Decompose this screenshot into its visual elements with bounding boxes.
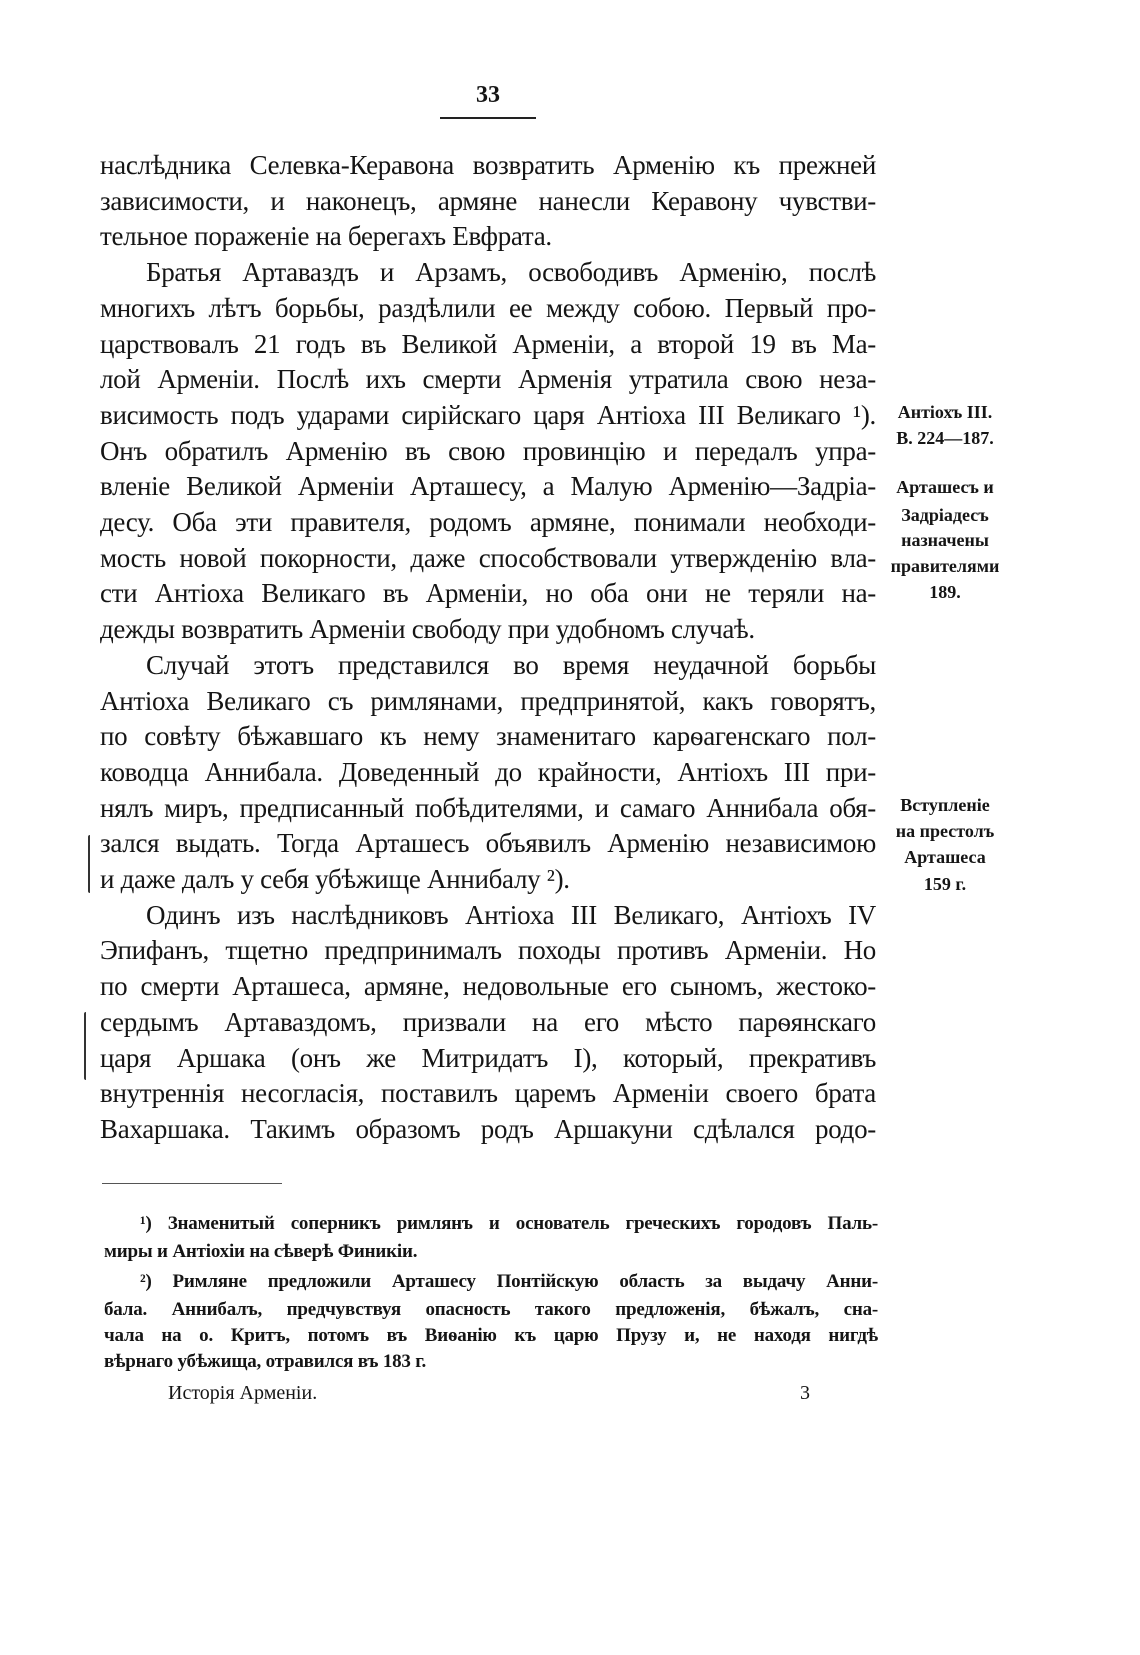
margin-note-line: Арташесъ и bbox=[896, 477, 994, 497]
body-line: десу. Оба эти правителя, родомъ армяне, понимали необходи- bbox=[100, 507, 876, 537]
margin-note-line: Вступленіе bbox=[900, 795, 990, 815]
margin-note-line: 159 г. bbox=[923, 874, 967, 894]
footnote-line: бала. Аннибалъ, предчувствуя опасность такого предложенія, бѣжалъ, сна- bbox=[104, 1299, 878, 1320]
margin-bracket bbox=[88, 835, 90, 893]
body-line: Онъ обратилъ Арменію въ свою провинцію и передалъ упра- bbox=[100, 435, 876, 466]
body-line: тельное пораженіе на берегахъ Евфрата. bbox=[100, 221, 552, 252]
body-line: царя Аршака (онъ же Митридатъ I), который, прекративъ bbox=[100, 1042, 876, 1073]
footnote-line: ²) Римляне предложили Арташесу Понтійскую область за выдачу Анни- bbox=[140, 1271, 878, 1292]
body-line: Случай этотъ представился во время неудачной борьбы bbox=[146, 649, 876, 680]
margin-note-line: правителями bbox=[890, 556, 1000, 576]
body-line: царствовалъ 21 годъ въ Великой Арменіи, а второй 19 въ Ма- bbox=[100, 328, 876, 359]
body-line: внутреннія несогласія, поставилъ царемъ Арменіи своего брата bbox=[100, 1078, 876, 1109]
body-line: Антіоха Великаго съ римлянами, предпринятой, какъ говорятъ, bbox=[100, 685, 876, 716]
page-number-rule bbox=[440, 117, 536, 119]
body-line: сти Антіоха Великаго въ Арменіи, но оба они не теряли на- bbox=[100, 578, 876, 609]
body-line: вленіе Великой Арменіи Арташесу, а Малую Арменію—Задріа- bbox=[100, 471, 876, 502]
body-line: Одинъ изъ наслѣдниковъ Антіоха III Великаго, Антіохъ IV bbox=[146, 899, 876, 930]
body-line: по совѣту бѣжавшаго къ нему знаменитаго карѳагенскаго пол- bbox=[100, 721, 876, 752]
footnote-line: вѣрнаго убѣжища, отравился въ 183 г. bbox=[104, 1351, 427, 1372]
footer-book-title: Исторія Арменіи. bbox=[168, 1382, 318, 1404]
body-line: висимость подъ ударами сирійскаго царя Антіоха III Великаго ¹). bbox=[100, 399, 876, 430]
margin-note-line: назначены bbox=[901, 530, 989, 550]
margin-note-line: 189. bbox=[929, 582, 961, 602]
body-line: по смерти Арташеса, армяне, недовольные его сыномъ, жестоко- bbox=[100, 971, 876, 1002]
body-line: Братья Артаваздъ и Арзамъ, освободивъ Арменію, послѣ bbox=[146, 257, 876, 288]
body-line: сердымъ Артаваздомъ, призвали на его мѣсто парѳянскаго bbox=[100, 1006, 876, 1037]
footer-signature-mark: 3 bbox=[800, 1382, 810, 1404]
body-line: Эпифанъ, тщетно предпринималъ походы противъ Арменіи. Но bbox=[100, 935, 876, 966]
body-line: зался выдать. Тогда Арташесъ объявилъ Арменію независимою bbox=[100, 828, 876, 859]
body-line: многихъ лѣтъ борьбы, раздѣлили ее между собою. Первый про- bbox=[100, 292, 876, 323]
body-line: и даже далъ у себя убѣжище Аннибалу ²). bbox=[100, 864, 570, 894]
margin-note-line: на престолъ bbox=[895, 821, 995, 841]
body-line: лой Арменіи. Послѣ ихъ смерти Арменія утратила свою неза- bbox=[100, 364, 876, 395]
margin-bracket bbox=[84, 1012, 86, 1080]
body-line: дежды возвратить Арменіи свободу при удобномъ случаѣ. bbox=[100, 614, 755, 645]
body-line: Вахаршака. Такимъ образомъ родъ Аршакуни сдѣлался родо- bbox=[100, 1113, 876, 1144]
footnote-rule bbox=[102, 1183, 282, 1184]
page-number: 33 bbox=[476, 82, 500, 108]
margin-note-line: Антіохъ III. bbox=[897, 402, 993, 422]
body-line: наслѣдника Селевка-Керавона возвратить Арменію къ прежней bbox=[100, 150, 876, 180]
footnote-line: чала на о. Критъ, потомъ въ Виѳанію къ царю Прузу и, не находя нигдѣ bbox=[104, 1325, 878, 1346]
body-line: мость новой покорности, даже способствовали утвержденію вла- bbox=[100, 542, 876, 573]
margin-note-line: Задріадесъ bbox=[901, 505, 989, 525]
body-line: нялъ миръ, предписанный побѣдителями, и самаго Аннибала обя- bbox=[100, 792, 876, 823]
body-line: зависимости, и наконецъ, армяне нанесли Керавону чувстви- bbox=[100, 185, 876, 216]
margin-note-line: Арташеса bbox=[904, 847, 986, 867]
body-line: ководца Аннибала. Доведенный до крайности, Антіохъ III при- bbox=[100, 756, 876, 787]
footnote-line: миры и Антіохіи на сѣверѣ Финикіи. bbox=[104, 1241, 418, 1262]
margin-note-line: В. 224—187. bbox=[896, 428, 994, 448]
footnote-line: ¹) Знаменитый соперникъ римлянъ и основатель греческихъ городовъ Паль- bbox=[140, 1213, 878, 1234]
